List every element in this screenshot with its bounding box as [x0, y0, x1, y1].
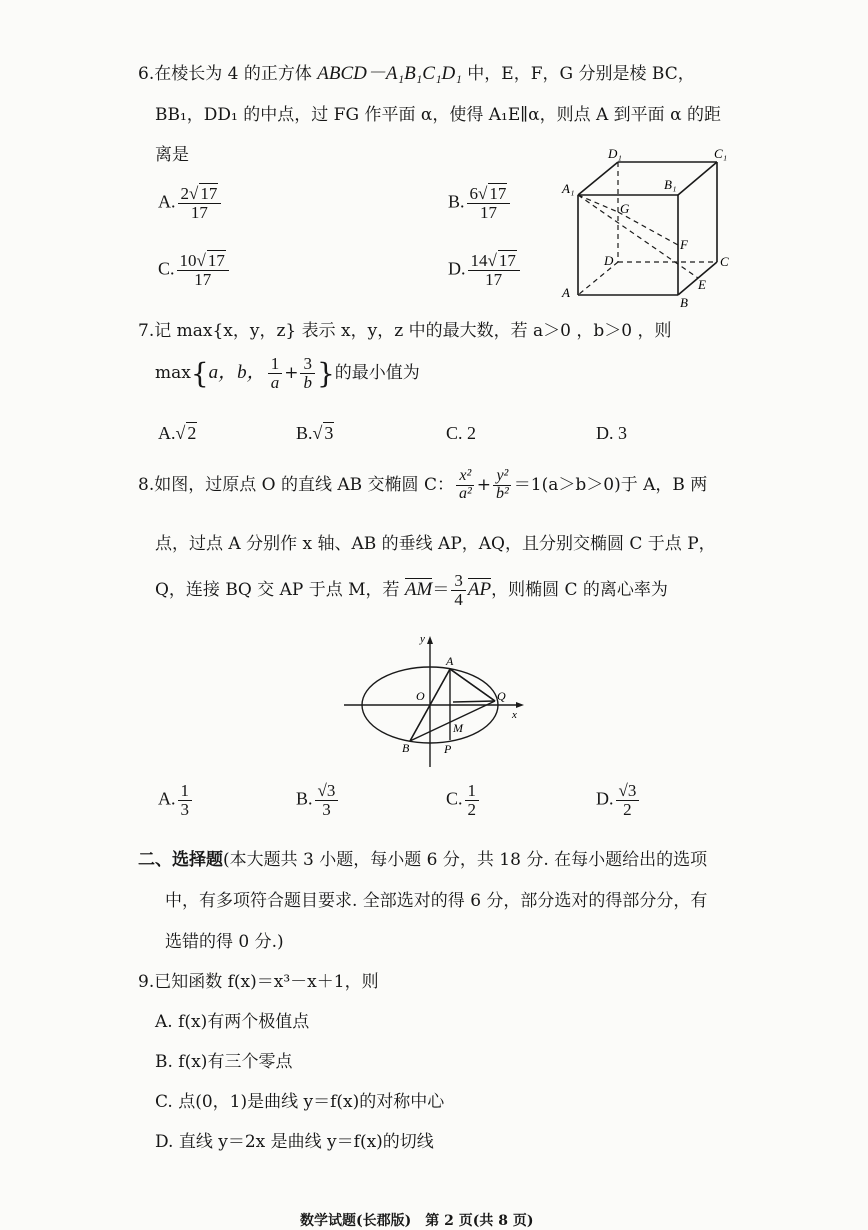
option-label: B.	[296, 423, 313, 443]
edge-a1d1	[578, 162, 618, 195]
label-a1: A₁	[562, 181, 575, 196]
label-a: A	[446, 654, 454, 668]
label-e: E	[698, 277, 706, 292]
numerator: 3	[300, 355, 315, 374]
label-q: Q	[497, 689, 506, 703]
option-label: C.	[446, 788, 463, 809]
section-instructions: (本大题共 3 小题，每小题 6 分，共 18 分. 在每小题给出的选项	[223, 850, 708, 870]
label-b1: B₁	[664, 177, 677, 192]
q8-stem-line2: 点，过点 A 分别作 x 轴、AB 的垂线 AP，AQ，且分别交椭圆 C 于点 P，	[155, 534, 716, 554]
cube-figure	[560, 145, 750, 310]
coef: 2	[180, 184, 189, 203]
option-label: A.	[158, 788, 176, 809]
option-label: A.	[158, 423, 176, 443]
option-label: D.	[448, 258, 466, 279]
fraction-3-over-b	[300, 355, 315, 392]
label-d: D	[604, 253, 614, 268]
q8-option-b	[296, 782, 340, 819]
label-f: F	[680, 237, 688, 252]
q8-option-d	[596, 782, 641, 819]
denominator: 17	[479, 202, 497, 222]
q7-option-a: A.√ 2	[158, 423, 197, 443]
plus: +	[284, 362, 299, 383]
section2-line1	[138, 845, 707, 870]
section-heading: 二、选择题	[138, 850, 223, 870]
denominator: 17	[190, 202, 208, 222]
q6-text: 6.在棱长为 4 的正方体	[138, 64, 318, 84]
denominator: 17	[485, 269, 503, 289]
radicand: 17	[207, 251, 225, 270]
option-label: D.	[596, 423, 614, 443]
fraction: $\frac{10√ 17}{17}$	[177, 252, 229, 289]
fraction-x2-a2	[456, 468, 475, 503]
vector-ap: AP	[467, 578, 492, 600]
option-label: C.	[158, 258, 175, 279]
radicand: 2	[187, 423, 197, 443]
option-label: B.	[448, 191, 465, 212]
q8-text: ＝1(a＞b＞0)于 A，B 两	[513, 474, 708, 495]
q6-stem-line2: BB₁，DD₁ 的中点，过 FG 作平面 α，使得 A₁E∥α，则点 A 到平面 α 的距	[155, 105, 721, 125]
q8-text: 8.如图，过原点 O 的直线 AB 交椭圆 C：	[138, 474, 454, 495]
label-a: A	[562, 285, 570, 300]
option-label: A.	[158, 191, 176, 212]
denominator: a	[270, 372, 280, 392]
section2-line2: 中，有多项符合题目要求. 全部选对的得 6 分，部分选对的得部分分，有	[165, 891, 708, 911]
radicand: 17	[200, 184, 218, 203]
label-o: O	[416, 689, 425, 703]
q8-stem-line3	[155, 572, 668, 609]
q6-option-d	[448, 252, 522, 289]
edge-c1b1	[678, 162, 717, 195]
label-y: y	[420, 633, 425, 645]
numerator: 3	[451, 572, 466, 591]
fraction-1-over-a	[268, 355, 283, 392]
q7-vars: a，b，	[208, 361, 266, 383]
plus: +	[476, 474, 491, 495]
q9-option-d: D. 直线 y＝2x 是曲线 y＝f(x)的切线	[155, 1132, 434, 1152]
q7-stem-line2	[155, 355, 420, 392]
q9-option-b: B. f(x)有三个零点	[155, 1052, 293, 1072]
numerator: 1	[178, 782, 193, 801]
radicand: 17	[498, 251, 516, 270]
coef: 10	[179, 251, 197, 270]
numerator: x²	[456, 468, 474, 486]
denominator: 17	[194, 269, 212, 289]
fraction: $\frac{6√ 17}{17}$	[467, 185, 511, 222]
denominator: 2	[623, 799, 632, 819]
value: 2	[467, 423, 477, 443]
q9-stem: 9.已知函数 f(x)＝x³－x＋1，则	[138, 972, 379, 992]
numerator: 1	[268, 355, 283, 374]
fraction: $\frac{14√ 17}{17}$	[468, 252, 520, 289]
fraction-y2-b2	[493, 468, 512, 503]
q6-stem-line1	[138, 58, 695, 85]
q7-option-c	[446, 423, 476, 444]
denominator: 4	[454, 589, 463, 609]
max-text: max	[155, 362, 191, 383]
denominator: 3	[180, 799, 189, 819]
section2-line3: 选错的得 0 分.)	[165, 932, 284, 952]
q6-option-b	[448, 185, 512, 222]
denominator: a²	[458, 484, 472, 502]
numerator: √3	[616, 782, 640, 801]
radicand: 17	[489, 184, 507, 203]
q6-cube-name: ABCD－A₁B₁C₁D₁	[317, 63, 462, 84]
segment-a1g	[578, 195, 618, 212]
q7-option-b: B.√ 3	[296, 423, 334, 443]
q8-text: ，则椭圆 C 的离心率为	[491, 579, 668, 600]
q8-option-a	[158, 782, 194, 819]
q7-text: 的最小值为	[334, 362, 420, 383]
option-label: B.	[296, 788, 313, 809]
ellipse-figure	[340, 632, 540, 772]
vector-am: AM	[404, 578, 433, 600]
fraction: $\frac{2√ 17}{17}$	[178, 185, 222, 222]
option-label: D.	[596, 788, 614, 809]
label-c1: C₁	[714, 146, 728, 161]
denominator: 2	[467, 799, 477, 819]
denominator: 3	[322, 799, 331, 819]
q8-stem-line1	[138, 468, 707, 503]
segment-gf	[618, 212, 678, 245]
q6-option-a	[158, 185, 223, 222]
equals: ＝	[432, 579, 450, 600]
brace-right: }	[316, 356, 335, 390]
label-b: B	[680, 295, 688, 310]
y-arrow	[427, 636, 433, 644]
line-mq	[453, 701, 495, 702]
page-footer: 数学试题(长郡版) 第 2 页(共 8 页)	[300, 1213, 534, 1229]
label-p: P	[444, 742, 452, 756]
q7-option-d	[596, 423, 627, 444]
q6-stem-line3: 离是	[155, 145, 189, 165]
fraction	[616, 782, 640, 819]
numerator: 1	[465, 782, 480, 801]
q8-option-c	[446, 782, 481, 819]
brace-left: {	[190, 356, 209, 390]
fraction	[178, 782, 193, 819]
numerator: y²	[493, 468, 511, 486]
coef: 14	[470, 251, 488, 270]
fraction	[465, 782, 480, 819]
label-c: C	[720, 254, 729, 269]
q6-option-c	[158, 252, 231, 289]
label-g: G	[620, 201, 630, 216]
label-m: M	[453, 721, 463, 735]
q8-text: Q，连接 BQ 交 AP 于点 M，若	[155, 579, 405, 600]
q9-option-c: C. 点(0，1)是曲线 y＝f(x)的对称中心	[155, 1092, 445, 1112]
q6-text: 中，E，F，G 分别是棱 BC，	[461, 64, 695, 84]
q7-stem-line1: 7.记 max{x，y，z} 表示 x，y，z 中的最大数，若 a＞0 ，b＞0 ，则	[138, 321, 672, 341]
x-arrow	[516, 702, 524, 708]
numerator: √3	[315, 782, 339, 801]
label-d1: D₁	[608, 146, 622, 161]
coef: 6	[469, 184, 479, 203]
fraction-3-4	[451, 572, 466, 609]
label-x: x	[512, 709, 517, 721]
value: 3	[618, 423, 627, 443]
label-b: B	[402, 741, 410, 755]
option-label: C.	[446, 423, 463, 443]
fraction	[315, 782, 339, 819]
q9-option-a: A. f(x)有两个极值点	[155, 1012, 310, 1032]
radicand: 3	[324, 423, 334, 443]
denominator: b²	[496, 484, 509, 502]
denominator: b	[303, 372, 312, 392]
